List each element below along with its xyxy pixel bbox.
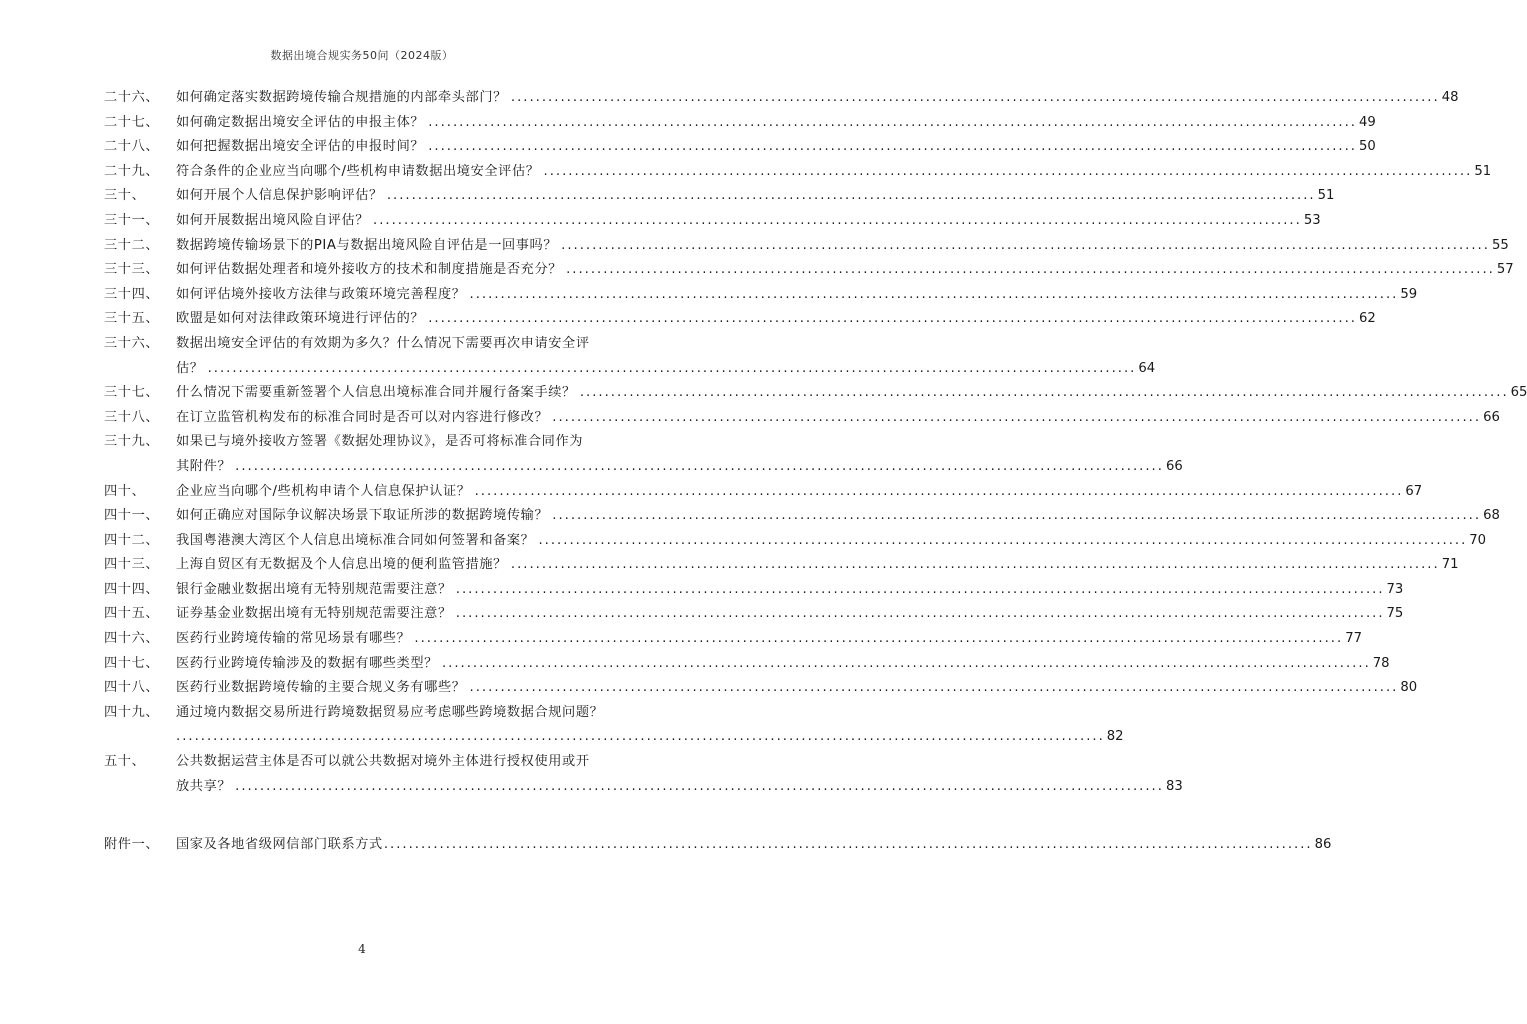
entry-number: 四十三、 (104, 557, 160, 573)
entry-title[interactable]: 符合条件的企业应当向哪个/些机构申请数据出境安全评估？ (176, 163, 540, 179)
entry-number: 四十二、 (104, 532, 160, 548)
entry-page: 80 (1400, 680, 1418, 696)
section-gap (104, 799, 616, 833)
entry-title[interactable]: 在订立监管机构发布的标准合同时是否可以对内容进行修改？ (176, 409, 549, 425)
entry-page: 59 (1400, 286, 1418, 302)
toc-entry-38[interactable] (104, 406, 1500, 431)
entry-page: 86 (1314, 837, 1332, 853)
entry-page: 66 (1165, 458, 1183, 474)
dot-leader: ...................................................................................................................................................... (207, 360, 1137, 376)
dot-leader: ...................................................................................................................................................... (373, 212, 1302, 228)
entry-number: 四十、 (104, 483, 146, 499)
running-header: 数据出境合规实务50问（2024版） (270, 49, 454, 62)
toc-entry-41[interactable] (104, 504, 1500, 529)
entry-title[interactable]: 如何正确应对国际争议解决场景下取证所涉的数据跨境传输？ (176, 508, 549, 524)
toc-entry-37[interactable] (104, 381, 1527, 406)
entry-number: 三十、 (104, 188, 146, 204)
entry-title[interactable]: 医药行业跨境传输涉及的数据有哪些类型？ (176, 655, 438, 671)
toc-entry-32[interactable] (104, 234, 1509, 259)
entry-number: 三十二、 (104, 237, 160, 253)
dot-leader: ...................................................................................................................................................... (469, 680, 1399, 696)
entry-number: 二十九、 (104, 163, 160, 179)
dot-leader: ...................................................................................................................................................... (579, 385, 1509, 401)
dot-leader: ...................................................................................................................................................... (543, 163, 1473, 179)
entry-page: 66 (1483, 409, 1500, 425)
toc-entry-35[interactable] (104, 307, 1376, 332)
entry-title-line-1[interactable]: 数据出境安全评估的有效期为多久？什么情况下需要再次申请安全评 (176, 335, 590, 351)
entry-number: 三十一、 (104, 212, 160, 228)
entry-page: 82 (1106, 729, 1124, 745)
entry-number: 四十八、 (104, 680, 160, 696)
toc-entry-appendix-1[interactable] (104, 833, 1332, 858)
entry-number: 三十八、 (104, 409, 160, 425)
entry-title[interactable]: 什么情况下需要重新签署个人信息出境标准合同并履行备案手续？ (176, 385, 576, 401)
dot-leader: ...................................................................................................................................................... (561, 237, 1490, 253)
entry-page: 83 (1165, 778, 1183, 794)
entry-page: 49 (1358, 114, 1376, 130)
entry-title-line-1[interactable]: 如果已与境外接收方签署《数据处理协议》，是否可将标准合同作为 (176, 434, 584, 450)
dot-leader: ...................................................................................................................................................... (510, 557, 1440, 573)
dot-leader: ...................................................................................................................................................... (428, 311, 1357, 327)
entry-page: 65 (1510, 385, 1527, 401)
toc-entry-45[interactable] (104, 602, 1404, 627)
entry-title[interactable]: 银行金融业数据出境有无特别规范需要注意？ (176, 581, 452, 597)
entry-number: 四十九、 (104, 704, 160, 720)
entry-title[interactable]: 如何确定落实数据跨境传输合规措施的内部牵头部门？ (176, 90, 507, 105)
entry-title[interactable]: 我国粤港澳大湾区个人信息出境标准合同如何签署和备案？ (176, 532, 535, 548)
dot-leader: ...................................................................................................................................................... (383, 837, 1313, 853)
entry-page: 62 (1358, 311, 1376, 327)
entry-title[interactable]: 如何确定数据出境安全评估的申报主体？ (176, 114, 425, 130)
entry-title-line-2[interactable]: 其附件？ (176, 458, 232, 474)
dot-leader: ...................................................................................................................................................... (455, 581, 1385, 597)
page-number: 4 (358, 942, 366, 956)
entry-number: 三十六、 (104, 335, 160, 351)
entry-page: 50 (1358, 139, 1376, 155)
entry-title[interactable]: 如何开展数据出境风险自评估？ (176, 212, 370, 228)
toc-entry-31[interactable] (104, 209, 1321, 234)
entry-number: 四十六、 (104, 631, 160, 647)
entry-number: 三十三、 (104, 262, 160, 278)
toc-entry-50[interactable] (104, 750, 1183, 799)
entry-page: 51 (1474, 163, 1492, 179)
toc-entry-49[interactable] (104, 701, 1124, 750)
toc-entry-46[interactable] (104, 627, 1362, 652)
entry-title[interactable]: 医药行业数据跨境传输的主要合规义务有哪些？ (176, 680, 466, 696)
table-of-contents (104, 86, 1527, 858)
dot-leader: ...................................................................................................................................................... (176, 729, 1105, 745)
entry-title-line-2[interactable]: 放共享？ (176, 778, 232, 794)
dot-leader: ...................................................................................................................................................... (414, 631, 1344, 647)
dot-leader: ...................................................................................................................................................... (428, 114, 1357, 130)
entry-page: 78 (1372, 655, 1390, 671)
entry-page: 71 (1441, 557, 1459, 573)
entry-number: 四十一、 (104, 508, 160, 524)
entry-page: 48 (1441, 90, 1459, 105)
entry-title[interactable]: 如何开展个人信息保护影响评估？ (176, 188, 383, 204)
dot-leader: ...................................................................................................................................................... (552, 409, 1482, 425)
dot-leader: ...................................................................................................................................................... (474, 483, 1404, 499)
toc-entry-42[interactable] (104, 529, 1487, 554)
dot-leader: ...................................................................................................................................................... (235, 458, 1164, 474)
entry-number: 三十七、 (104, 385, 160, 401)
entry-page: 70 (1469, 532, 1487, 548)
entry-number: 二十七、 (104, 114, 160, 130)
entry-number: 五十、 (104, 754, 146, 770)
entry-page: 51 (1317, 188, 1335, 204)
entry-page: 55 (1491, 237, 1509, 253)
dot-leader: ...................................................................................................................................................... (538, 532, 1468, 548)
entry-page: 53 (1303, 212, 1321, 228)
toc-entry-36[interactable] (104, 332, 1156, 381)
entry-number: 三十四、 (104, 286, 160, 302)
dot-leader: ...................................................................................................................................................... (469, 286, 1399, 302)
entry-number: 四十五、 (104, 606, 160, 622)
entry-number: 二十六、 (104, 90, 160, 105)
entry-title[interactable]: 数据跨境传输场景下的PIA与数据出境风险自评估是一回事吗？ (176, 237, 558, 253)
toc-entry-33[interactable] (104, 258, 1514, 283)
dot-leader: ...................................................................................................................................................... (386, 188, 1316, 204)
toc-entry-43[interactable] (104, 553, 1459, 578)
toc-entry-30[interactable] (104, 184, 1335, 209)
entry-number: 三十五、 (104, 311, 160, 327)
dot-leader: ...................................................................................................................................................... (510, 90, 1440, 105)
entry-title[interactable]: 上海自贸区有无数据及个人信息出境的便利监管措施？ (176, 557, 507, 573)
toc-entry-26[interactable] (104, 86, 1459, 111)
entry-title-line-2[interactable]: 估？ (176, 360, 204, 376)
entry-title[interactable]: 证券基金业数据出境有无特别规范需要注意？ (176, 606, 452, 622)
dot-leader: ...................................................................................................................................................... (235, 778, 1164, 794)
entry-title[interactable]: 如何把握数据出境安全评估的申报时间？ (176, 139, 425, 155)
entry-title[interactable]: 医药行业跨境传输的常见场景有哪些？ (176, 631, 411, 647)
dot-leader: ...................................................................................................................................................... (455, 606, 1385, 622)
dot-leader: ...................................................................................................................................................... (566, 262, 1495, 278)
entry-page: 68 (1483, 508, 1500, 524)
toc-entry-27[interactable] (104, 111, 1376, 136)
entry-title-line-1[interactable]: 公共数据运营主体是否可以就公共数据对境外主体进行授权使用或开 (176, 754, 590, 770)
dot-leader: ...................................................................................................................................................... (552, 508, 1482, 524)
entry-page: 64 (1138, 360, 1156, 376)
entry-number: 二十八、 (104, 139, 160, 155)
entry-number: 四十七、 (104, 655, 160, 671)
toc-entry-47[interactable] (104, 652, 1390, 677)
entry-title[interactable]: 如何评估数据处理者和境外接收方的技术和制度措施是否充分？ (176, 262, 563, 278)
entry-title[interactable]: 国家及各地省级网信部门联系方式 (176, 837, 383, 853)
entry-number: 附件一、 (104, 837, 160, 853)
entry-page: 57 (1496, 262, 1514, 278)
entry-number: 三十九、 (104, 434, 160, 450)
entry-title[interactable]: 如何评估境外接收方法律与政策环境完善程度？ (176, 286, 466, 302)
entry-page: 77 (1345, 631, 1362, 647)
entry-page: 75 (1386, 606, 1404, 622)
entry-page: 73 (1386, 581, 1404, 597)
dot-leader: ...................................................................................................................................................... (428, 139, 1357, 155)
toc-entry-40[interactable] (104, 480, 1423, 505)
entry-title[interactable]: 企业应当向哪个/些机构申请个人信息保护认证？ (176, 483, 471, 499)
entry-title[interactable]: 欧盟是如何对法律政策环境进行评估的？ (176, 311, 425, 327)
toc-entry-44[interactable] (104, 578, 1404, 603)
entry-title-line-1[interactable]: 通过境内数据交易所进行跨境数据贸易应考虑哪些跨境数据合规问题？ (176, 704, 604, 720)
toc-entry-39[interactable] (104, 430, 1183, 479)
dot-leader: ...................................................................................................................................................... (441, 655, 1371, 671)
toc-entry-28[interactable] (104, 135, 1376, 160)
toc-entry-29[interactable] (104, 160, 1492, 185)
entry-page: 67 (1405, 483, 1423, 499)
entry-number: 四十四、 (104, 581, 160, 597)
toc-entry-34[interactable] (104, 283, 1418, 308)
toc-entry-48[interactable] (104, 676, 1418, 701)
